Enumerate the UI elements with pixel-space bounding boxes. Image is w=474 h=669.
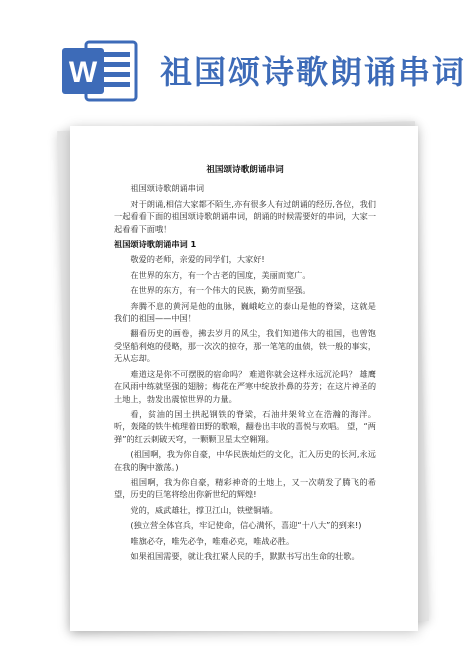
document-content [114,164,376,565]
paragraph: 看，贫油的国土拱起钢铁的脊梁，石油井架耸立在浩瀚的海洋。听，轰隆的铁牛梳理着田野的歌喉，翻卷出丰收的喜悦与欢唱。 望，“两弹”的红云刺破天穹，一颗颗卫星太空翱翔。 [114,408,376,444]
paragraph: 难道这是你不可摆脱的宿命吗？ 难道你就会这样永远沉沦吗？ 雄鹰在风雨中练就坚强的翅膀；梅花在严寒中绽放扑鼻的芬芳；在这片神圣的土地上，勃发出震惊世界的力量。 [114,368,377,404]
logo-letter: W [68,56,98,89]
document-page [70,126,418,631]
word-document-icon [60,40,138,102]
paragraph: 唯旗必夺，唯先必争，唯难必克，唯战必胜。 [130,535,295,546]
paragraph: 如果祖国需要，就让我扛紧人民的手，默默书写出生命的壮歌。 [130,550,360,561]
section-heading: 祖国颂诗歌朗诵串词 1 [114,239,197,250]
paragraph: 在世界的东方，有一个古老的国度，美丽而宽广。 [130,269,311,280]
paragraph: 在世界的东方，有一个伟大的民族，勤劳而坚强。 [130,285,311,296]
paragraph: 祖国啊，我为你自豪，精彩神奇的土地上，又一次萌发了腾飞的希望，历史的巨笔将绘出你新世纪的辉煌! [114,476,376,500]
paragraph: 党的，威武雄壮，撑卫江山，铁壁铜墙。 [130,504,278,515]
paragraph: 敬爱的老师，亲爱的同学们，大家好! [130,254,265,265]
paragraph: 对于朗诵,相信大家都不陌生,亦有很多人有过朗诵的经历,各位，我们一起看看下面的祖国颂诗歌朗诵串词，朗诵的时候需要好的串词，大家一起看看下面哦！ [114,198,377,234]
paragraph: (祖国啊，我为你自豪，中华民族灿烂的文化，汇入历史的长河,永远在我的胸中激荡。) [114,449,376,472]
paragraph-list [114,182,376,562]
banner [0,0,474,140]
paragraph: (独立营全体官兵，牢记使命，信心满怀，喜迎“十八大”的到来!) [130,520,362,531]
document-title: 祖国颂诗歌朗诵串词 [206,165,284,175]
paragraph: 翻看历史的画卷，拂去岁月的风尘，我们知道伟大的祖国，也曾饱受坚船利炮的侵略，那一次次的掠夺，那一笔笔的血债，铁一般的事实，无从忘却。 [114,328,377,364]
paragraph: 祖国颂诗歌朗诵串词 [130,183,205,194]
banner-title: 祖国颂诗歌朗诵串词 [160,53,467,91]
paragraph: 奔腾不息的黄河是他的血脉，巍峨屹立的泰山是他的脊梁，这就是我们的祖国——中国！ [114,300,376,324]
